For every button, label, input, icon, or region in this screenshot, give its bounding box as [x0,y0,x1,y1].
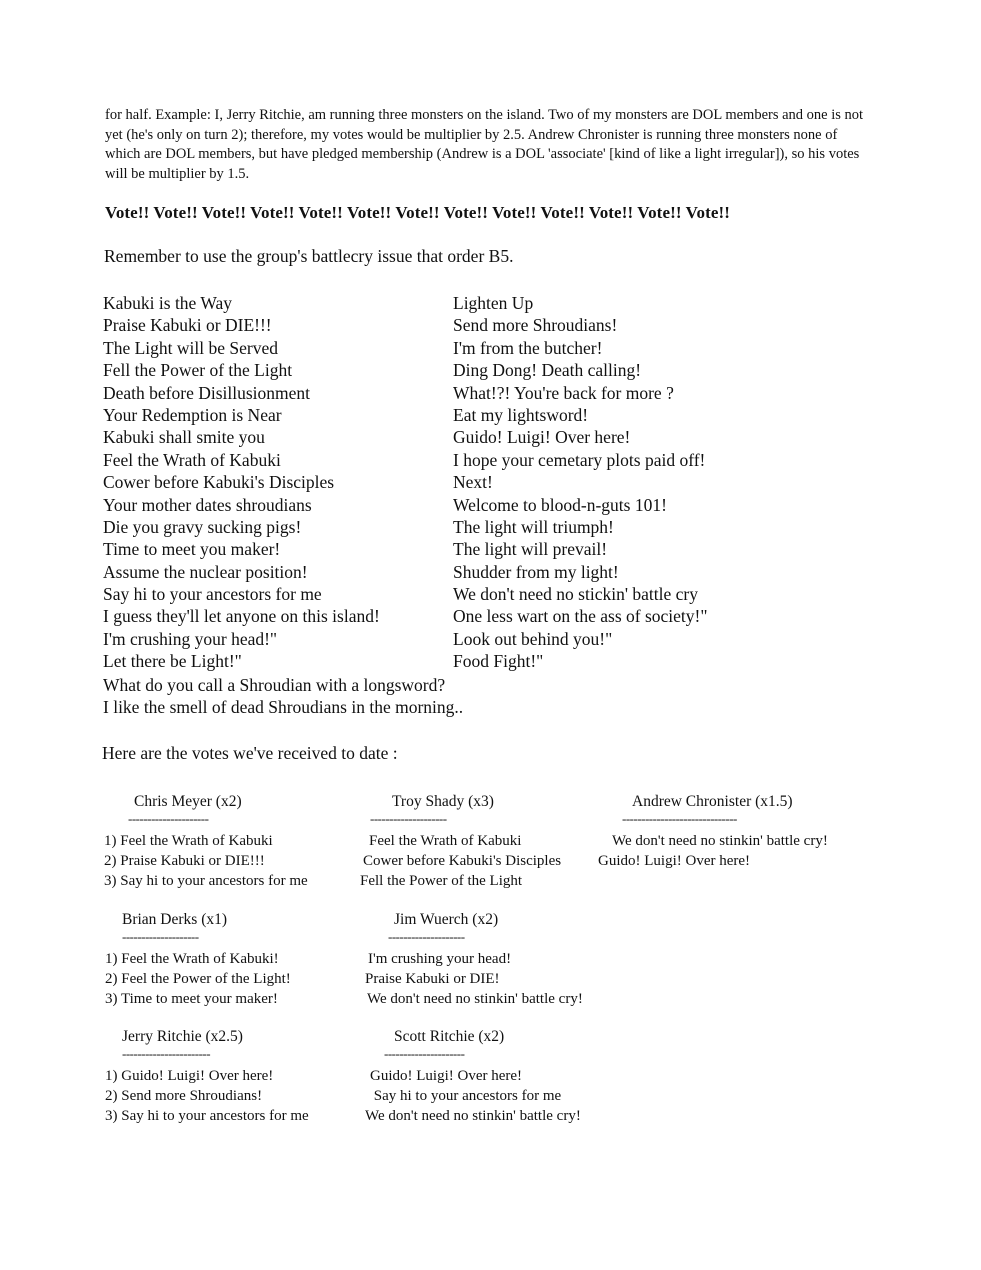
battlecry-instruction: Remember to use the group's battlecry issue that order B5. [104,246,514,266]
voter-votes [360,832,561,891]
vote-item: We don't need no stinkin' battle cry! [365,1107,581,1124]
vote-item: 2) Feel the Power of the Light! [105,970,291,987]
vote-item: 2) Send more Shroudians! [105,1087,263,1104]
voter-name: Chris Meyer (x2) [134,793,242,810]
voter-divider: -------------------- [370,811,447,826]
battlecry-item: Praise Kabuki or DIE!!! [103,315,272,336]
battlecry-item: Fell the Power of the Light [103,360,293,381]
vote-item: I'm crushing your head! [368,951,512,967]
vote-item: 3) Time to meet your maker! [105,990,278,1007]
battlecry-item: What!?! You're back for more ? [453,382,674,403]
battlecry-item: Kabuki shall smite you [103,427,265,448]
battlecry-item: Assume the nuclear position! [103,561,308,582]
battlecry-item: The light will triumph! [453,516,614,537]
battlecry-item: We don't need no stickin' battle cry [453,584,698,605]
battlecry-list-right [453,292,708,673]
battlecry-item: One less wart on the ass of society!" [453,606,708,627]
voter-votes [598,832,828,872]
vote-item: 1) Feel the Wrath of Kabuki [104,833,273,849]
battlecry-item: What do you call a Shroudian with a longsword? [103,675,446,695]
voter-divider: --------------------- [128,811,209,826]
battlecry-item: I guess they'll let anyone on this island! [103,606,380,627]
vote-item: We don't need no stinkin' battle cry! [367,990,583,1007]
vote-item: Guido! Luigi! Over here! [598,852,751,869]
voter-votes [104,832,308,891]
battlecry-item: The light will prevail! [453,539,608,560]
voter-votes [365,950,583,1009]
voter-votes [105,950,291,1009]
battlecry-item: Next! [453,472,493,493]
vote-item: We don't need no stinkin' battle cry! [612,833,828,849]
battlecry-item: Die you gravy sucking pigs! [103,516,302,537]
voter-name: Jim Wuerch (x2) [394,911,499,928]
voter-divider: ------------------------------ [622,811,737,826]
vote-item: 3) Say hi to your ancestors for me [104,872,308,889]
voter-name: Brian Derks (x1) [122,911,228,928]
battlecry-item: Eat my lightsword! [453,404,589,425]
vote-item: 1) Guido! Luigi! Over here! [105,1068,274,1084]
battlecry-item: Kabuki is the Way [103,293,233,313]
battlecry-item: Feel the Wrath of Kabuki [103,449,281,470]
vote-item: Guido! Luigi! Over here! [370,1068,523,1084]
battlecry-item: Welcome to blood-n-guts 101! [453,494,667,515]
battlecry-item: Death before Disillusionment [103,382,311,403]
vote-item: 2) Praise Kabuki or DIE!!! [104,852,265,869]
battlecry-item: I like the smell of dead Shroudians in the morning.. [103,697,464,718]
battlecry-item: Guido! Luigi! Over here! [453,427,631,448]
battlecry-item: I hope your cemetary plots paid off! [453,449,706,470]
vote-banner: Vote!! Vote!! Vote!! Vote!! Vote!! Vote!! Vote!! Vote!! Vote!! Vote!! Vote!! Vote!! Vote!! [105,203,731,222]
battlecry-item: Lighten Up [453,293,534,313]
intro-paragraph: for half. Example: I, Jerry Ritchie, am running three monsters on the island. Two of my monsters are DOL members and one is not yet (he's only on turn 2); therefore, my votes would be multiplier by 2.5. Andrew Chronister is running three monsters none of which are DOL members, but have pledged membership (Andrew is a DOL 'associate' [kind of like a light irregular]), so his votes will be multiplier by 1.5. [105,107,864,182]
battlecry-item: The Light will be Served [103,337,278,358]
vote-item: Cower before Kabuki's Disciples [363,852,562,869]
voter-divider: --------------------- [384,1046,465,1061]
battlecry-item: Send more Shroudians! [453,315,618,336]
voter-votes [365,1067,581,1126]
vote-item: Feel the Wrath of Kabuki [369,833,522,849]
voter-name: Scott Ritchie (x2) [394,1028,505,1045]
vote-item: 3) Say hi to your ancestors for me [105,1107,309,1124]
vote-item: Fell the Power of the Light [360,872,523,889]
voter-divider: -------------------- [388,929,465,944]
battlecry-item: Cower before Kabuki's Disciples [103,472,335,493]
voter-name: Troy Shady (x3) [392,793,494,810]
battlecry-item: Shudder from my light! [453,561,619,582]
voter-name: Jerry Ritchie (x2.5) [122,1028,243,1045]
battlecry-item: Say hi to your ancestors for me [103,584,322,605]
battlecry-item: Ding Dong! Death calling! [453,360,642,381]
battlecry-item: Let there be Light!" [103,651,242,672]
vote-item: 1) Feel the Wrath of Kabuki! [105,951,279,967]
voter-name: Andrew Chronister (x1.5) [632,793,793,810]
battlecry-item: I'm from the butcher! [453,337,603,358]
battlecry-item: Look out behind you!" [453,628,613,649]
battlecry-item: Food Fight!" [453,651,544,672]
vote-item: Say hi to your ancestors for me [370,1087,562,1104]
voter-divider: ----------------------- [122,1046,211,1061]
votes-heading: Here are the votes we've received to date : [102,743,398,763]
battlecry-list-extra [103,674,463,719]
battlecry-item: I'm crushing your head!" [103,628,278,649]
battlecry-item: Your Redemption is Near [103,404,282,425]
battlecry-item: Your mother dates shroudians [103,494,312,515]
voter-divider: -------------------- [122,929,199,944]
battlecry-list-left [103,292,380,673]
battlecry-item: Time to meet you maker! [103,539,281,560]
vote-item: Praise Kabuki or DIE! [365,970,500,987]
voter-votes [105,1067,309,1126]
